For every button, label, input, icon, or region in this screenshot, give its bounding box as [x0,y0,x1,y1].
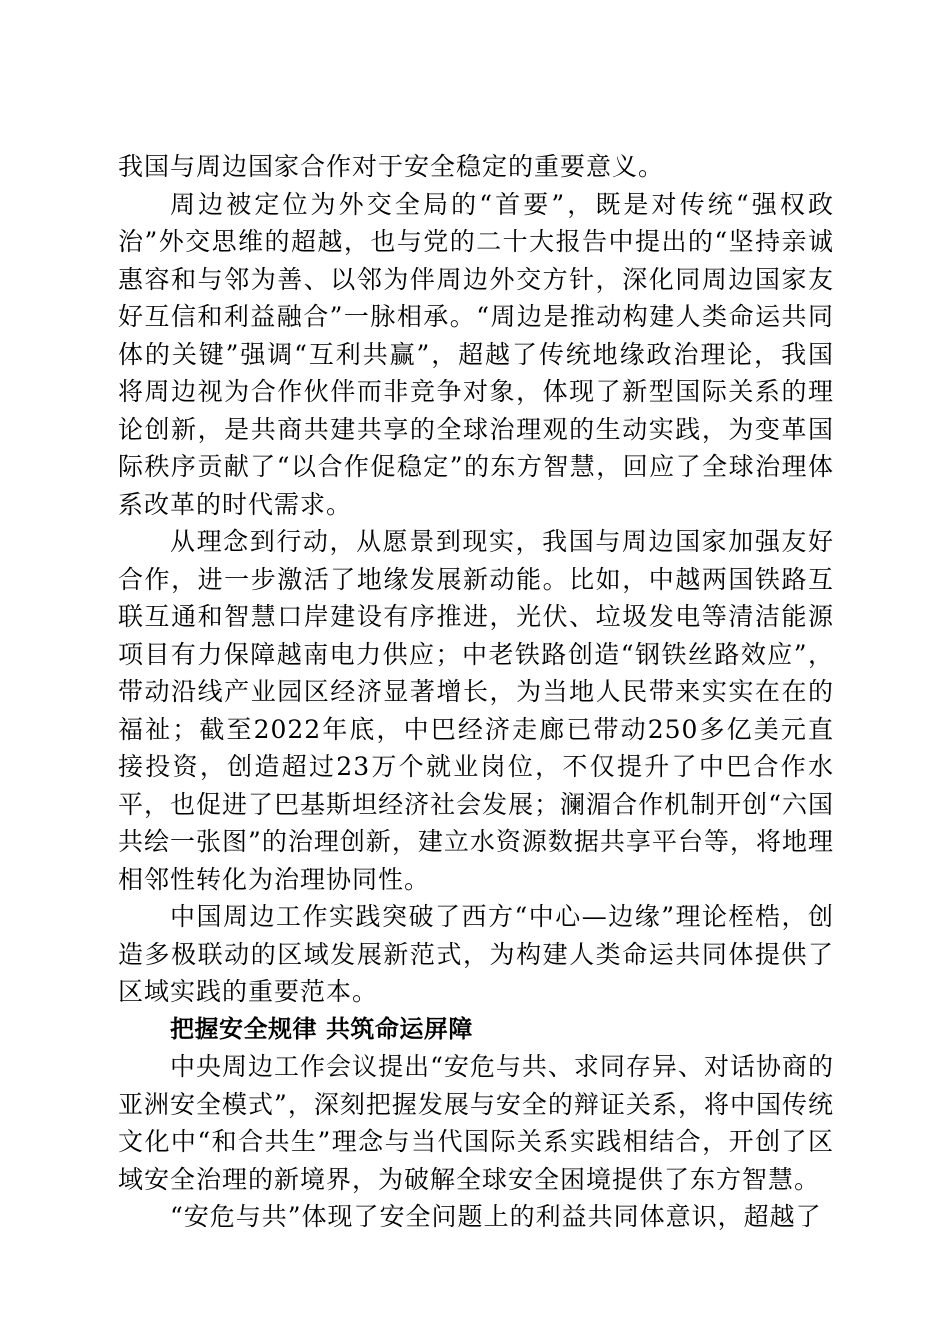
paragraph-concept-to-action: 从理念到行动，从愿景到现实，我国与周边国家加强友好合作，进一步激活了地缘发展新动能。比如，中越两国铁路互联互通和智慧口岸建设有序推进，光伏、垃圾发电等清洁能源项目有力保障越南电力供应；中老铁路创造“钢铁丝路效应”，带动沿线产业园区经济显著增长，为当地人民带来实实在在的福祉；截至2022年底，中巴经济走廊已带动250多亿美元直接投资，创造超过23万个就业岗位，不仅提升了中巴合作水平，也促进了巴基斯坦经济社会发展；澜湄合作机制开创“六国共绘一张图”的治理创新，建立水资源数据共享平台等，将地理相邻性转化为治理协同性。 [118,527,834,894]
paragraph-periphery-priority: 周边被定位为外交全局的“首要”，既是对传统“强权政治”外交思维的超越，也与党的二十大报告中提出的“坚持亲诚惠容和与邻为善、以邻为伴周边外交方针，深化同周边国家友好互信和利益融合”一脉相承。“周边是推动构建人类命运共同体的关键”强调“互利共赢”，超越了传统地缘政治理论，我国将周边视为合作伙伴而非竞争对象，体现了新型国际关系的理论创新，是共商共建共享的全球治理观的生动实践，为变革国际秩序贡献了“以合作促稳定”的东方智慧，回应了全球治理体系改革的时代需求。 [118,189,834,519]
paragraph-regional-paradigm: 中国周边工作实践突破了西方“中心—边缘”理论桎梏，创造多极联动的区域发展新范式，为构建人类命运共同体提供了区域实践的重要范本。 [118,902,834,1006]
document-body [118,148,834,1236]
paragraph-asian-security-model: 中央周边工作会议提出“安危与共、求同存异、对话协商的亚洲安全模式”，深刻把握发展与安全的辩证关系，将中国传统文化中“和合共生”理念与当代国际关系实践相结合，开创了区域安全治理的新境界，为破解全球安全困境提供了东方智慧。 [118,1052,834,1194]
paragraph-shared-security: “安危与共”体现了安全问题上的利益共同体意识，超越了 [170,1202,822,1231]
paragraph-continuation: 我国与周边国家合作对于安全稳定的重要意义。 [118,152,665,181]
section-heading: 把握安全规律 共筑命运屏障 [170,1014,473,1043]
